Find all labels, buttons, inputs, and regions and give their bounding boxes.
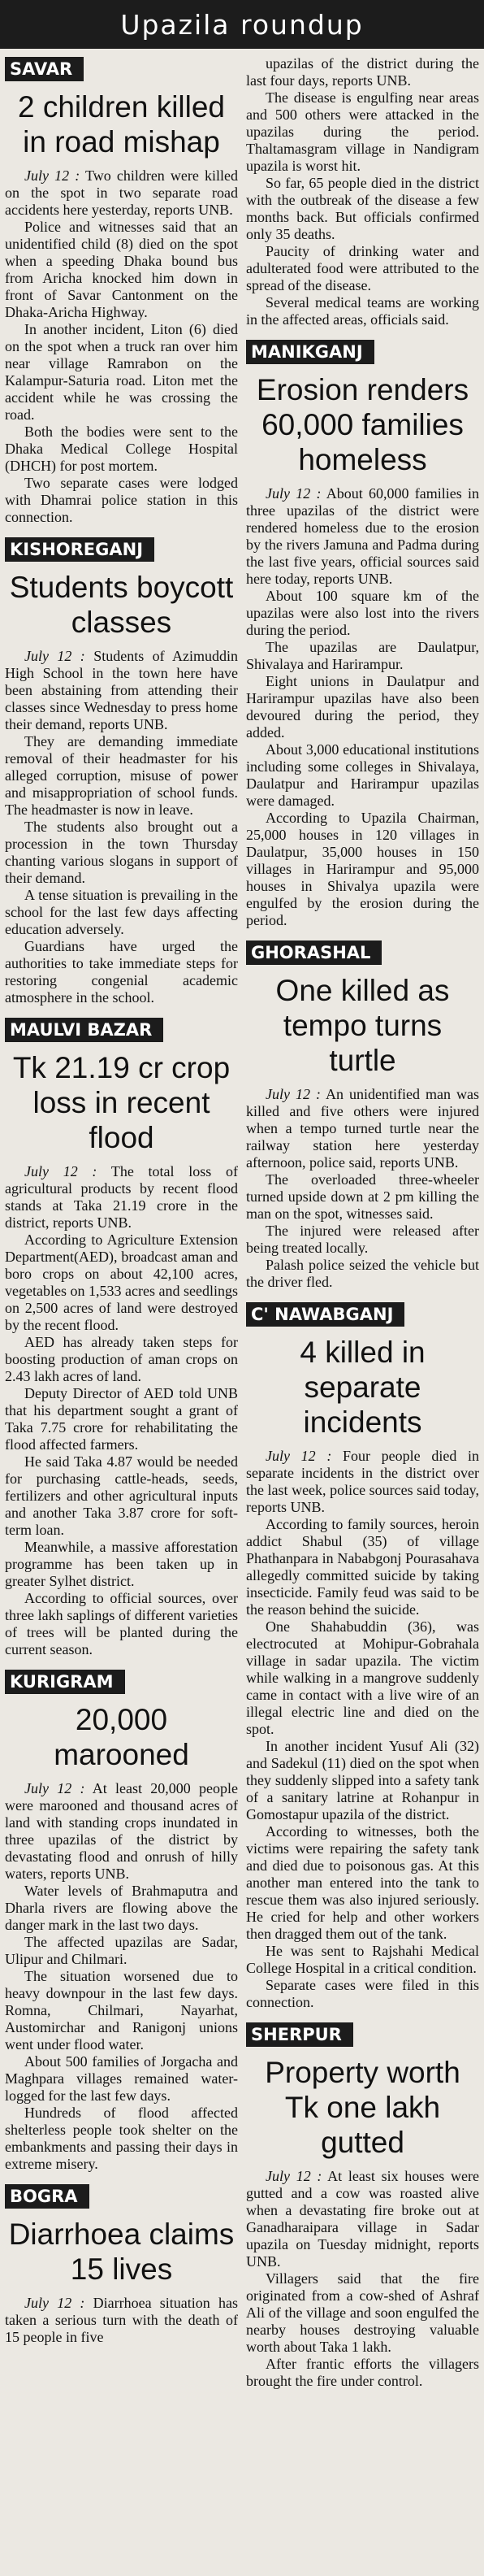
article-paragraph [5, 1453, 238, 1539]
article-paragraph [246, 639, 479, 673]
dateline: July 12 : [24, 1163, 97, 1179]
article [246, 939, 479, 1291]
section-title: Upazila roundup [120, 8, 364, 41]
paragraph-text: According to Upazila Chairman, 25,000 houses in 120 villages in Daulatpur, 35,000 houses in 150 villages in Harirampur and 95,000 houses in Shivalya upazila were engulfed by the erosion during the period. [246, 810, 479, 928]
article [5, 1668, 238, 2173]
location-tag: MAULVI BAZAR [5, 1018, 163, 1042]
left-column [5, 55, 238, 2400]
paragraph-text: Two children were killed on the spot in two separate road accidents here yesterday, reports UNB. [5, 167, 238, 218]
paragraph-text: So far, 65 people died in the district with the outbreak of the disease a few months back. But officials confirmed only 35 deaths. [246, 175, 479, 242]
paragraph-text: The injured were released after being treated locally. [246, 1223, 479, 1256]
paragraph-text: Deputy Director of AED told UNB that his department sought a grant of Taka 7.75 crore for rehabilitating the flood affected farmers. [5, 1385, 238, 1453]
article-paragraph [246, 1223, 479, 1257]
article-headline: Property worth Tk one lakh gutted [265, 2056, 460, 2159]
location-tag: KISHOREGANJ [5, 537, 154, 562]
paragraph-text: An unidentified man was killed and five others were injured when a tempo turned turtle near the railway station here yesterday afternoon, police said, reports UNB. [246, 1086, 479, 1171]
paragraph-text: AED has already taken steps for boosting production of aman crops on 2.43 lakh acres of land. [5, 1334, 238, 1384]
paragraph-text: Water levels of Brahmaputra and Dharla rivers are flowing above the danger mark in the last two days. [5, 1883, 238, 1933]
paragraph-text: The disease is engulfing near areas and 500 others were attacked in the upazilas during the period. Thaltamasgram village in Nandigram upazila is worst hit. [246, 89, 479, 174]
article-paragraph [5, 167, 238, 219]
paragraph-text: Both the bodies were sent to the Dhaka Medical College Hospital (DHCH) for post mortem. [5, 424, 238, 474]
article [246, 55, 479, 328]
section-banner [0, 0, 484, 49]
article-paragraph [246, 810, 479, 929]
article-paragraph [5, 733, 238, 819]
paragraph-text: Students of Azimuddin High School in the town here have been abstaining from attending their classes since Wednesday to press home their demand, reports UNB. [5, 648, 238, 732]
article-headline: 20,000 marooned [54, 1703, 189, 1771]
location-tag: SAVAR [5, 57, 84, 81]
paragraph-text: Hundreds of flood affected shelterless people took shelter on the embankments and passing their days in extreme misery. [5, 2105, 238, 2172]
article-paragraph [246, 1738, 479, 1823]
article-paragraph [246, 294, 479, 328]
article [5, 55, 238, 526]
paragraph-text: Two separate cases were lodged with Dhamrai police station in this connection. [5, 475, 238, 525]
paragraph-text: Meanwhile, a massive afforestation programme has been taken up in greater Sylhet district. [5, 1539, 238, 1589]
article-paragraph [5, 2295, 238, 2346]
article-paragraph [5, 1232, 238, 1334]
dateline: July 12 : [266, 2168, 322, 2184]
paragraph-text: The overloaded three-wheeler turned upside down at 2 pm killing the man on the spot, witnesses said. [246, 1171, 479, 1222]
paragraph-text: Several medical teams are working in the affected areas, officials said. [246, 294, 479, 328]
paragraph-text: At least 20,000 people were marooned and thousand acres of land with standing crops inundated in three upazilas of the district by devastating flood and onrush of hilly waters, reports UNB. [5, 1780, 238, 1882]
paragraph-text: upazilas of the district during the last four days, reports UNB. [246, 55, 479, 89]
article-headline: Students boycott classes [9, 571, 234, 639]
paragraph-text: After frantic efforts the villagers brought the fire under control. [246, 2356, 479, 2389]
paragraph-text: He said Taka 4.87 would be needed for purchasing cattle-heads, seeds, fertilizers and other agricultural inputs and another Taka 3.87 crore for soft-term loan. [5, 1453, 238, 1538]
article-paragraph [5, 1968, 238, 2053]
article-paragraph [246, 2270, 479, 2356]
article-paragraph [246, 2356, 479, 2390]
paragraph-text: They are demanding immediate removal of their headmaster for his alleged corruption, misuse of power and misappropriation of school funds. The headmaster is now in leave. [5, 733, 238, 818]
paragraph-text: Villagers said that the fire originated from a cow-shed of Ashraf Ali of the village and soon engulfed the nearby houses destroying valuable worth about Taka 1 lakh. [246, 2270, 479, 2355]
article-paragraph [5, 424, 238, 475]
article [5, 536, 238, 1006]
paragraph-text: In another incident, Liton (6) died on the spot when a truck ran over him near village Ramrabon on the Kalampur-Saturia road. Liton met the accident while he was crossing the road. [5, 321, 238, 423]
article-headline: One killed as tempo turns turtle [275, 974, 450, 1077]
paragraph-text: Separate cases were filed in this connection. [246, 1977, 479, 2010]
article [5, 1016, 238, 1658]
dateline: July 12 : [24, 1780, 85, 1796]
article-paragraph [246, 243, 479, 294]
article [5, 2183, 238, 2346]
dateline: July 12 : [24, 167, 80, 184]
dateline: July 12 : [266, 485, 322, 502]
article-paragraph [5, 648, 238, 733]
article-paragraph [5, 1334, 238, 1385]
paragraph-text: About 100 square km of the upazilas were also lost into the rivers during the period. [246, 588, 479, 638]
article-paragraph [246, 485, 479, 588]
paragraph-text: In another incident Yusuf Ali (32) and Sadekul (11) died on the spot when they suddenly slipped into a safety tank of a sanitary latrine at Rohanpur in Gomostapur upazila of the district. [246, 1738, 479, 1822]
paragraph-text: According to Agriculture Extension Department(AED), broadcast aman and boro crops on about 42,100 acres, vegetables on 1,533 acres and seedlings on 2,500 acres of land were destroyed by the recent flood. [5, 1232, 238, 1333]
article [246, 2021, 479, 2390]
paragraph-text: Guardians have urged the authorities to take immediate steps for restoring congenial academic atmosphere in the school. [5, 938, 238, 1006]
paragraph-text: According to witnesses, both the victims were repairing the safety tank and died due to poisonous gas. At this another man entered into the tank to rescue them was also injured seriously. He cried for help and other workers then dragged them out of the tank. [246, 1823, 479, 1942]
dateline: July 12 : [266, 1086, 321, 1102]
paragraph-text: Diarrhoea situation has taken a serious turn with the death of 15 people in five [5, 2295, 238, 2345]
article-paragraph [246, 55, 479, 89]
article-paragraph [5, 887, 238, 938]
paragraph-text: A tense situation is prevailing in the school for the last few days affecting education adversely. [5, 887, 238, 937]
article-paragraph [5, 2105, 238, 2173]
article-paragraph [246, 1257, 479, 1291]
article-paragraph [246, 588, 479, 639]
article-paragraph [5, 1385, 238, 1453]
article-paragraph [246, 1516, 479, 1618]
paragraph-text: Four people died in separate incidents in the district over the last week, police sources said today, reports UNB. [246, 1448, 479, 1515]
article-paragraph [5, 1590, 238, 1658]
article-paragraph [246, 1171, 479, 1223]
article-paragraph [246, 1977, 479, 2011]
location-tag: BOGRA [5, 2184, 89, 2209]
paragraph-text: About 60,000 families in three upazilas of the district were rendered homeless due to the erosion by the rivers Jamuna and Padma during the last five years, official sources said here today, reports UNB. [246, 485, 479, 587]
article-paragraph [5, 1780, 238, 1883]
dateline: July 12 : [24, 2295, 85, 2311]
article-headline: Tk 21.19 cr crop loss in recent flood [12, 1051, 231, 1154]
location-tag: SHERPUR [246, 2022, 353, 2047]
article-paragraph [246, 673, 479, 741]
paragraph-text: The students also brought out a procession in the town Thursday chanting various slogans in support of their demand. [5, 819, 238, 886]
dateline: July 12 : [266, 1448, 332, 1464]
paragraph-text: The situation worsened due to heavy downpour in the last few days. Romna, Chilmari, Nayarhat, Austomirchar and Ranigonj unions went under flood water. [5, 1968, 238, 2053]
paragraph-text: He was sent to Rajshahi Medical College Hospital in a critical condition. [246, 1943, 479, 1976]
article-paragraph [246, 175, 479, 243]
article-headline: 4 killed in separate incidents [300, 1336, 426, 1439]
paragraph-text: About 500 families of Jorgacha and Maghpara villages remained water-logged for the last few days. [5, 2053, 238, 2104]
right-column [246, 55, 479, 2400]
paragraph-text: Eight unions in Daulatpur and Harirampur upazilas have also been devoured during the period, they added. [246, 673, 479, 741]
article-paragraph [5, 938, 238, 1006]
location-tag: GHORASHAL [246, 940, 382, 965]
paragraph-text: According to family sources, heroin addict Shabul (35) of village Phathanpara in Nababgonj Pourasahava allegedly committed suicide by taking insecticide. Family feud was said to be the reason behind the suicide. [246, 1516, 479, 1618]
article-paragraph [5, 819, 238, 887]
paragraph-text: About 3,000 educational institutions including some colleges in Shivalaya, Daulatpur and Harirampur upazilas were damaged. [246, 741, 479, 809]
location-tag: MANIKGANJ [246, 340, 374, 364]
article-headline: 2 children killed in road mishap [17, 90, 226, 159]
article-headline: Diarrhoea claims 15 lives [8, 2218, 235, 2286]
article-paragraph [246, 1943, 479, 1977]
article-paragraph [246, 741, 479, 810]
paragraph-text: At least six houses were gutted and a cow was roasted alive when a devastating fire broke out at Ganadharaipara village in Sadar upazila on Tuesday midnight, reports UNB. [246, 2168, 479, 2270]
dateline: July 12 : [24, 648, 85, 664]
article-paragraph [246, 2168, 479, 2270]
paragraph-text: Palash police seized the vehicle but the driver fled. [246, 1257, 479, 1290]
article-paragraph [5, 321, 238, 424]
paragraph-text: Police and witnesses said that an unidentified child (8) died on the spot when a speeding Dhaka bound bus from Aricha knocked him down in front of Savar Cantonment on the Dhaka-Aricha Highway. [5, 219, 238, 320]
article-paragraph [246, 1618, 479, 1738]
article-paragraph [5, 1539, 238, 1590]
location-tag: C' NAWABGANJ [246, 1302, 404, 1327]
article-paragraph [246, 89, 479, 175]
paragraph-text: Paucity of drinking water and adulterated food were attributed to the spread of the disease. [246, 243, 479, 293]
columns [5, 55, 479, 2400]
article-paragraph [5, 475, 238, 526]
article-paragraph [246, 1448, 479, 1516]
article-paragraph [246, 1823, 479, 1943]
paragraph-text: One Shahabuddin (36), was electrocuted at Mohipur-Gobrahala village in sadar upazila. The victim while walking in a mangrove suddenly came in contact with a live wire of an illegal electric line and died on the spot. [246, 1618, 479, 1737]
location-tag: KURIGRAM [5, 1670, 125, 1694]
paragraph-text: The upazilas are Daulatpur, Shivalaya and Harirampur. [246, 639, 479, 672]
article-paragraph [5, 1934, 238, 1968]
article-paragraph [5, 1883, 238, 1934]
article-headline: Erosion renders 60,000 families homeless [256, 373, 469, 476]
paragraph-text: The affected upazilas are Sadar, Ulipur and Chilmari. [5, 1934, 238, 1967]
paragraph-text: According to official sources, over three lakh saplings of different varieties of trees will be planted during the current season. [5, 1590, 238, 1657]
article [246, 338, 479, 929]
article-paragraph [5, 1163, 238, 1232]
paragraph-text: The total loss of agricultural products by recent flood stands at Taka 21.19 crore in the district, reports UNB. [5, 1163, 238, 1231]
article-paragraph [5, 2053, 238, 2105]
article-paragraph [5, 219, 238, 321]
article-paragraph [246, 1086, 479, 1171]
article [246, 1301, 479, 2011]
